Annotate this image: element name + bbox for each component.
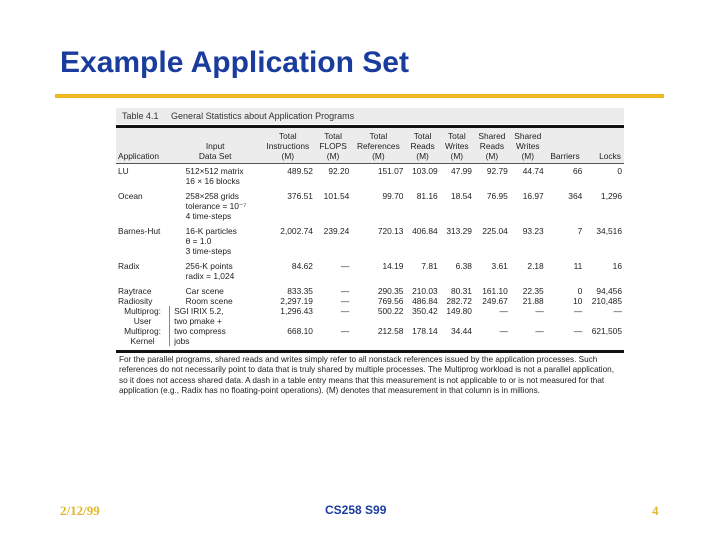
column-header-line: Reads [479, 141, 505, 151]
cell-text: θ = 1.0 [185, 236, 212, 246]
value-cell [584, 296, 624, 306]
value-cell [315, 261, 351, 281]
column-header-line: FLOPS [319, 141, 347, 151]
cell-text: 486.84 [412, 296, 438, 306]
value-cell [510, 164, 546, 187]
input-data-cell [170, 226, 261, 256]
column-header [170, 128, 261, 164]
cell-text: — [535, 326, 544, 336]
cell-text: 621,505 [591, 326, 622, 336]
value-cell [546, 286, 585, 296]
cell-text: 92.79 [486, 166, 508, 176]
cell-text: 101.54 [323, 191, 350, 201]
value-cell [474, 296, 510, 306]
table-row [116, 296, 624, 306]
cell-text: 210.03 [412, 286, 438, 296]
value-cell [440, 191, 474, 221]
cell-text: 92.20 [328, 166, 350, 176]
cell-text: — [340, 326, 350, 336]
footer-course: CS258 S99 [325, 503, 387, 517]
cell-text: 6.38 [455, 261, 472, 271]
cell-text: 18.54 [451, 191, 472, 201]
table-row [116, 326, 624, 346]
cell-text: 3.61 [491, 261, 508, 271]
cell-text: 10 [572, 296, 583, 306]
value-cell [315, 226, 351, 256]
value-cell [315, 306, 351, 326]
cell-text: LU [118, 166, 129, 176]
column-header-line: Writes [515, 141, 540, 151]
cell-text: Multiprog: [124, 326, 161, 336]
column-header-line: Reads [410, 141, 435, 151]
column-header-line: (M) [326, 151, 340, 161]
footer-date: 2/12/99 [60, 503, 100, 518]
cell-text: 313.29 [446, 226, 472, 236]
cell-text: — [535, 306, 544, 316]
table-row [116, 306, 624, 326]
cell-text: 66 [572, 166, 583, 176]
cell-text: radix = 1,024 [185, 271, 235, 281]
cell-text: two compress [174, 326, 226, 336]
value-cell [510, 296, 546, 306]
value-cell [261, 261, 315, 281]
cell-text: 376.51 [287, 191, 313, 201]
table-row [116, 164, 624, 187]
value-cell [584, 306, 624, 326]
value-cell [261, 226, 315, 256]
value-cell [474, 191, 510, 221]
value-cell [405, 306, 439, 326]
value-cell [584, 191, 624, 221]
value-cell [261, 164, 315, 187]
cell-text: 149.80 [446, 306, 472, 316]
value-cell [315, 191, 351, 221]
column-header-line: (M) [450, 151, 464, 161]
column-header-line: Total [447, 131, 466, 141]
table-caption [116, 108, 624, 124]
cell-text: 350.42 [412, 306, 438, 316]
column-header [315, 128, 351, 164]
cell-text: 720.13 [377, 226, 404, 236]
cell-text: 161.10 [482, 286, 508, 296]
cell-text: 668.10 [287, 326, 313, 336]
value-cell [546, 326, 585, 346]
cell-text: Ocean [118, 191, 143, 201]
value-cell [474, 226, 510, 256]
column-header-line: Total [324, 131, 342, 141]
value-cell [405, 326, 439, 346]
input-data-cell [170, 191, 261, 221]
value-cell [405, 164, 439, 187]
cell-text: 76.95 [486, 191, 508, 201]
value-cell [474, 306, 510, 326]
value-cell [510, 326, 546, 346]
value-cell [474, 286, 510, 296]
cell-text: Radiosity [118, 296, 153, 306]
cell-text: 210,485 [591, 296, 622, 306]
cell-text: — [613, 306, 622, 316]
cell-text: — [340, 286, 350, 296]
title-underline [55, 94, 664, 98]
value-cell [351, 226, 405, 256]
value-cell [510, 286, 546, 296]
cell-text: 512×512 matrix [185, 166, 244, 176]
value-cell [440, 306, 474, 326]
column-header-line [586, 131, 621, 141]
column-header-line: Shared [514, 131, 542, 141]
table-body [116, 164, 624, 347]
cell-text: 16-K particles [185, 226, 237, 236]
value-cell [261, 306, 315, 326]
input-data-cell [170, 326, 261, 346]
cell-text: 21.88 [522, 296, 544, 306]
cell-text: 0 [577, 286, 583, 296]
value-cell [405, 261, 439, 281]
column-header-line: Writes [445, 141, 469, 151]
input-data-cell [170, 286, 261, 296]
column-header-line: Instructions [266, 141, 310, 151]
table-row [116, 226, 624, 256]
cell-text: 4 time-steps [185, 211, 232, 221]
value-cell [584, 164, 624, 187]
cell-text: 256-K points [185, 261, 233, 271]
value-cell [405, 226, 439, 256]
table-row [116, 261, 624, 281]
cell-text: 16.97 [522, 191, 544, 201]
cell-text: 103.09 [412, 166, 438, 176]
column-header [351, 128, 405, 164]
cell-text: — [340, 261, 350, 271]
application-cell [116, 306, 170, 326]
cell-text: Room scene [185, 296, 233, 306]
cell-text: 151.07 [377, 166, 404, 176]
cell-text: — [499, 306, 508, 316]
cell-text: 249.67 [482, 296, 508, 306]
cell-text: 93.23 [522, 226, 544, 236]
cell-text: Raytrace [118, 286, 152, 296]
column-header-line: Total [413, 131, 432, 141]
cell-text: SGI IRIX 5.2, [174, 306, 224, 316]
value-cell [510, 226, 546, 256]
value-cell [546, 226, 585, 256]
cell-text: 34,516 [596, 226, 622, 236]
value-cell [440, 226, 474, 256]
cell-text: 84.62 [291, 261, 313, 271]
cell-text: 212.58 [377, 326, 404, 336]
application-cell [116, 191, 170, 221]
column-header [474, 128, 510, 164]
value-cell [546, 191, 585, 221]
table-number: Table 4.1 [122, 111, 159, 121]
column-header-line: Application [118, 151, 159, 161]
cell-text: 178.14 [412, 326, 438, 336]
application-statistics-table [116, 128, 624, 346]
cell-text: Kernel [130, 336, 155, 346]
cell-text: 81.16 [416, 191, 438, 201]
cell-text: — [573, 306, 583, 316]
cell-text: Radix [118, 261, 140, 271]
cell-text: 500.22 [377, 306, 404, 316]
table-footnote: For the parallel programs, shared reads and writes simply refer to all nonstack references issued by the application processes. Such references do not necessarily point to data that is truly shared by multiple processes. The Multiprog workload is not a parallel application, so it does not access shared data. A dash in a table entry means that this measurement is not applicable to or is not measured for that application (e.g., Radix has no floating-point operations). (M) denotes that measurement in that column is in millions. [119, 355, 614, 396]
column-header-line [172, 131, 259, 141]
cell-text: 94,456 [596, 286, 622, 296]
value-cell [351, 286, 405, 296]
column-header [261, 128, 315, 164]
cell-text: 7.81 [421, 261, 438, 271]
cell-text: 0 [617, 166, 622, 176]
value-cell [440, 164, 474, 187]
value-cell [440, 286, 474, 296]
value-cell [315, 164, 351, 187]
column-header-line: Shared [478, 131, 506, 141]
cell-text: 47.99 [451, 166, 472, 176]
cell-text: 239.24 [323, 226, 350, 236]
value-cell [261, 191, 315, 221]
column-header-line: References [356, 141, 400, 151]
application-cell [116, 164, 170, 187]
value-cell [351, 164, 405, 187]
cell-text: 282.72 [446, 296, 472, 306]
cell-text: 3 time-steps [185, 246, 232, 256]
application-cell [116, 296, 170, 306]
table-caption-title: General Statistics about Application Programs [171, 111, 355, 121]
input-data-cell [170, 306, 261, 326]
column-header [546, 128, 585, 164]
value-cell [440, 296, 474, 306]
column-header-line: Locks [599, 151, 621, 161]
column-header-line: (M) [281, 151, 295, 161]
column-header-line: Total [369, 131, 388, 141]
column-header-line [548, 141, 583, 151]
column-header-line: Total [278, 131, 297, 141]
cell-text: User [133, 316, 152, 326]
application-cell [116, 226, 170, 256]
column-header [405, 128, 439, 164]
column-header-line [548, 131, 583, 141]
cell-text: 2,002.74 [280, 226, 313, 236]
value-cell [405, 286, 439, 296]
value-cell [510, 191, 546, 221]
value-cell [351, 326, 405, 346]
value-cell [261, 326, 315, 346]
cell-text: 44.74 [522, 166, 544, 176]
value-cell [315, 326, 351, 346]
value-cell [351, 191, 405, 221]
cell-text: 14.19 [382, 261, 404, 271]
cell-text: Car scene [185, 286, 224, 296]
value-cell [546, 261, 585, 281]
cell-text: jobs [174, 336, 190, 346]
column-header-line [118, 141, 168, 151]
cell-text: Barnes-Hut [118, 226, 161, 236]
value-cell [351, 296, 405, 306]
column-header-line: (M) [521, 151, 535, 161]
cell-text: — [499, 326, 508, 336]
input-data-cell [170, 296, 261, 306]
value-cell [584, 286, 624, 296]
value-cell [351, 306, 405, 326]
column-header [584, 128, 624, 164]
cell-text: 16 [612, 261, 622, 271]
value-cell [510, 261, 546, 281]
cell-text: — [340, 306, 350, 316]
cell-text: — [340, 296, 350, 306]
column-header-line: Input [205, 141, 225, 151]
application-cell [116, 286, 170, 296]
value-cell [584, 261, 624, 281]
statistics-table-figure [116, 108, 624, 397]
cell-text: 1,296.43 [280, 306, 313, 316]
value-cell [474, 261, 510, 281]
value-cell [315, 296, 351, 306]
cell-text: — [573, 326, 583, 336]
column-header-line: (M) [416, 151, 429, 161]
cell-text: 833.35 [287, 286, 313, 296]
column-header-line: (M) [485, 151, 499, 161]
cell-text: 769.56 [377, 296, 404, 306]
table-row [116, 191, 624, 221]
cell-text: 11 [573, 261, 583, 271]
cell-text: 2,297.19 [280, 296, 313, 306]
table-header-row [116, 128, 624, 164]
cell-text: 1,296 [601, 191, 622, 201]
input-data-cell [170, 261, 261, 281]
column-header [440, 128, 474, 164]
cell-text: 16 × 16 blocks [185, 176, 240, 186]
column-header [510, 128, 546, 164]
value-cell [546, 306, 585, 326]
application-cell [116, 261, 170, 281]
cell-text: tolerance = 10⁻⁷ [185, 201, 247, 211]
cell-text: 406.84 [412, 226, 438, 236]
slide-title: Example Application Set [60, 46, 409, 79]
column-header-line: Data Set [198, 151, 232, 161]
cell-text: Multiprog: [124, 306, 161, 316]
application-cell [116, 326, 170, 346]
value-cell [261, 296, 315, 306]
value-cell [510, 306, 546, 326]
cell-text: 99.70 [382, 191, 404, 201]
column-header-line [586, 141, 621, 151]
column-header [116, 128, 170, 164]
value-cell [584, 326, 624, 346]
column-header-line [118, 131, 168, 141]
cell-text: 225.04 [482, 226, 508, 236]
value-cell [546, 164, 585, 187]
value-cell [474, 326, 510, 346]
footer-page-number: 4 [652, 503, 659, 518]
cell-text: 7 [577, 226, 583, 236]
input-data-cell [170, 164, 261, 187]
value-cell [405, 191, 439, 221]
cell-text: 34.44 [451, 326, 472, 336]
value-cell [440, 261, 474, 281]
table-row [116, 286, 624, 296]
cell-text: two pmake + [174, 316, 222, 326]
value-cell [405, 296, 439, 306]
cell-text: 364 [568, 191, 583, 201]
value-cell [474, 164, 510, 187]
cell-text: 22.35 [522, 286, 544, 296]
cell-text: 2.18 [527, 261, 544, 271]
value-cell [261, 286, 315, 296]
value-cell [315, 286, 351, 296]
cell-text: 80.31 [451, 286, 472, 296]
value-cell [546, 296, 585, 306]
cell-text: 290.35 [377, 286, 404, 296]
cell-text: 489.52 [287, 166, 313, 176]
value-cell [584, 226, 624, 256]
value-cell [351, 261, 405, 281]
column-header-line: Barriers [550, 151, 580, 161]
column-header-line: (M) [372, 151, 385, 161]
cell-text: 258×258 grids [185, 191, 239, 201]
value-cell [440, 326, 474, 346]
